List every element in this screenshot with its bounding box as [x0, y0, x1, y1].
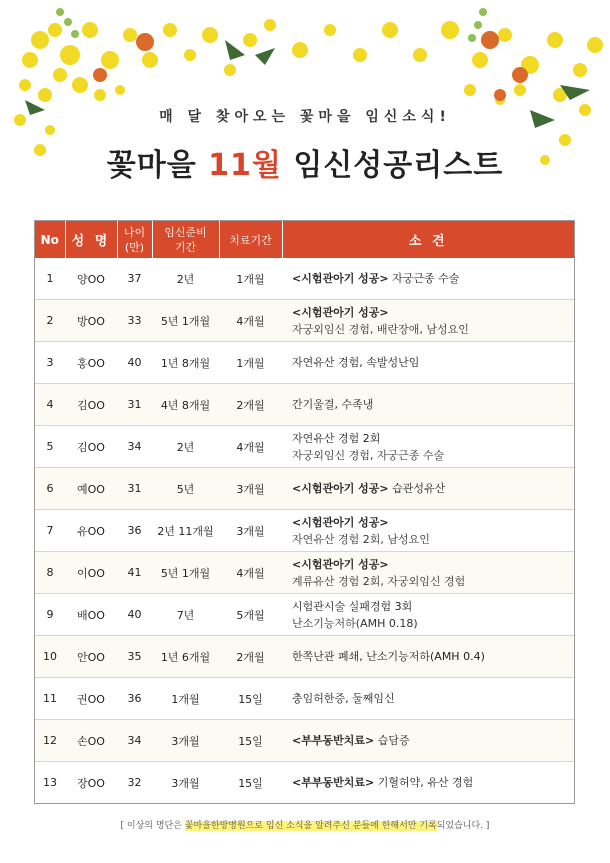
cell-no: 4 [35, 384, 65, 426]
cell-name: 손OO [65, 720, 117, 762]
cell-name: 이OO [65, 552, 117, 594]
notes-highlight: <시험관아기 성공> [292, 305, 389, 319]
cell-name: 안OO [65, 636, 117, 678]
cell-prep: 5년 [152, 468, 219, 510]
notes-highlight: <부부동반치료> [292, 734, 375, 747]
notes-line-2: 자궁외임신 경험, 배란장애, 남성요인 [292, 322, 469, 336]
column-header-no: No [35, 221, 65, 258]
cell-age: 36 [117, 678, 152, 720]
cell-period: 1개월 [219, 258, 282, 300]
notes-text: 기혈허약, 유산 경험 [374, 776, 474, 789]
cell-prep: 1년 6개월 [152, 636, 219, 678]
cell-prep: 2년 [152, 426, 219, 468]
table-row [35, 720, 574, 762]
cell-notes [282, 384, 574, 426]
footer-pre: [ 이상의 명단은 [120, 821, 185, 831]
column-header-period: 치료기간 [219, 221, 282, 258]
notes-text: 자연유산 경험, 속발성난임 [292, 356, 420, 369]
notes-line-1 [292, 354, 574, 371]
column-header-name: 성 명 [65, 221, 117, 258]
cell-age: 40 [117, 594, 152, 636]
footer-post: 되었습니다. ] [436, 821, 490, 831]
notes-line-2: 자궁외임신 경험, 자궁근종 수술 [292, 448, 445, 462]
cell-no: 6 [35, 468, 65, 510]
cell-name: 김OO [65, 384, 117, 426]
cell-notes [282, 762, 574, 804]
notes-highlight: <시험관아기 성공> [292, 515, 389, 529]
cell-name: 권OO [65, 678, 117, 720]
table-row [35, 762, 574, 804]
cell-no: 12 [35, 720, 65, 762]
cell-no: 1 [35, 258, 65, 300]
cell-prep: 5년 1개월 [152, 300, 219, 342]
cell-no: 9 [35, 594, 65, 636]
cell-prep: 3개월 [152, 720, 219, 762]
cell-age: 41 [117, 552, 152, 594]
notes-line-1 [292, 732, 574, 749]
cell-notes [282, 510, 574, 552]
cell-no: 13 [35, 762, 65, 804]
notes-line-2: 난소기능저하(AMH 0.18) [292, 616, 418, 630]
pregnancy-success-table [34, 220, 575, 804]
notes-line-1 [292, 556, 574, 573]
cell-age: 34 [117, 426, 152, 468]
cell-period: 15일 [219, 762, 282, 804]
notes-text: 습관성유산 [388, 482, 446, 495]
cell-name: 장OO [65, 762, 117, 804]
table-row [35, 678, 574, 720]
table-row [35, 384, 574, 426]
cell-notes [282, 594, 574, 636]
cell-period: 4개월 [219, 552, 282, 594]
cell-period: 3개월 [219, 468, 282, 510]
notes-line-1 [292, 304, 574, 321]
cell-period: 5개월 [219, 594, 282, 636]
cell-prep: 2년 11개월 [152, 510, 219, 552]
cell-name: 홍OO [65, 342, 117, 384]
notes-text: 자궁근종 수술 [388, 272, 460, 285]
table-row [35, 552, 574, 594]
cell-no: 10 [35, 636, 65, 678]
cell-period: 1개월 [219, 342, 282, 384]
cell-period: 2개월 [219, 384, 282, 426]
cell-no: 8 [35, 552, 65, 594]
cell-age: 36 [117, 510, 152, 552]
notes-line-1 [292, 774, 574, 791]
cell-period: 15일 [219, 720, 282, 762]
cell-notes [282, 426, 574, 468]
notes-text: 시험관시술 실패경험 3회 [292, 599, 413, 613]
notes-line-1 [292, 598, 574, 615]
cell-notes [282, 636, 574, 678]
cell-period: 3개월 [219, 510, 282, 552]
cell-age: 31 [117, 468, 152, 510]
cell-age: 31 [117, 384, 152, 426]
cell-period: 2개월 [219, 636, 282, 678]
cell-no: 2 [35, 300, 65, 342]
cell-age: 37 [117, 258, 152, 300]
column-header-prep: 임신준비 기간 [152, 221, 219, 258]
cell-notes [282, 678, 574, 720]
footer-highlight: 꽃마을한방병원으로 임신 소식을 알려주신 분들에 한해서만 기록 [184, 821, 437, 831]
page-subtitle: 매 달 찾아오는 꽃마을 임신소식! [159, 109, 451, 125]
page-title [0, 140, 610, 184]
table-row [35, 468, 574, 510]
notes-highlight: <시험관아기 성공> [292, 482, 389, 495]
notes-line-1 [292, 270, 574, 287]
notes-text: 충임허한증, 둘째임신 [292, 692, 395, 705]
cell-age: 34 [117, 720, 152, 762]
cell-name: 김OO [65, 426, 117, 468]
notes-line-1 [292, 514, 574, 531]
table-row [35, 300, 574, 342]
notes-highlight: <부부동반치료> [292, 776, 375, 789]
cell-no: 5 [35, 426, 65, 468]
notes-line-1 [292, 690, 574, 707]
cell-name: 유OO [65, 510, 117, 552]
cell-prep: 1년 8개월 [152, 342, 219, 384]
cell-notes [282, 300, 574, 342]
notes-line-2: 자연유산 경험 2회, 남성요인 [292, 532, 430, 546]
cell-name: 방OO [65, 300, 117, 342]
title-end: 리스트 [413, 148, 504, 183]
title-month: 11월 [208, 148, 294, 183]
cell-prep: 3개월 [152, 762, 219, 804]
notes-text: 한쪽난관 폐쇄, 난소기능저하(AMH 0.4) [292, 650, 485, 663]
footer-note [0, 818, 610, 831]
cell-name: 예OO [65, 468, 117, 510]
cell-prep: 4년 8개월 [152, 384, 219, 426]
notes-line-1 [292, 396, 574, 413]
cell-age: 35 [117, 636, 152, 678]
cell-notes [282, 720, 574, 762]
cell-notes [282, 342, 574, 384]
cell-prep: 1개월 [152, 678, 219, 720]
notes-text: 습담증 [374, 734, 410, 747]
cell-name: 양OO [65, 258, 117, 300]
notes-line-2: 계류유산 경험 2회, 자궁외임신 경험 [292, 574, 466, 588]
table-row [35, 510, 574, 552]
title-mid: 임신성공 [293, 148, 414, 183]
table-row [35, 258, 574, 300]
table-header-row [35, 221, 574, 258]
notes-line-1 [292, 430, 574, 447]
notes-text: 자연유산 경험 2회 [292, 431, 381, 445]
column-header-notes: 소 견 [282, 221, 574, 258]
notes-highlight: <시험관아기 성공> [292, 557, 389, 571]
cell-age: 32 [117, 762, 152, 804]
notes-line-1 [292, 480, 574, 497]
table-row [35, 594, 574, 636]
cell-notes [282, 468, 574, 510]
cell-notes [282, 552, 574, 594]
cell-notes [282, 258, 574, 300]
cell-period: 4개월 [219, 300, 282, 342]
cell-period: 4개월 [219, 426, 282, 468]
cell-prep: 7년 [152, 594, 219, 636]
cell-no: 3 [35, 342, 65, 384]
notes-line-1 [292, 648, 574, 665]
title-brand: 꽃마을 [106, 148, 209, 183]
notes-highlight: <시험관아기 성공> [292, 272, 389, 285]
table-row [35, 426, 574, 468]
cell-name: 배OO [65, 594, 117, 636]
column-header-age: 나이 (만) [117, 221, 152, 258]
cell-age: 40 [117, 342, 152, 384]
table-row [35, 342, 574, 384]
cell-no: 7 [35, 510, 65, 552]
cell-period: 15일 [219, 678, 282, 720]
cell-age: 33 [117, 300, 152, 342]
table-row [35, 636, 574, 678]
notes-text: 간기울결, 수족냉 [292, 398, 374, 411]
cell-prep: 5년 1개월 [152, 552, 219, 594]
cell-no: 11 [35, 678, 65, 720]
cell-prep: 2년 [152, 258, 219, 300]
